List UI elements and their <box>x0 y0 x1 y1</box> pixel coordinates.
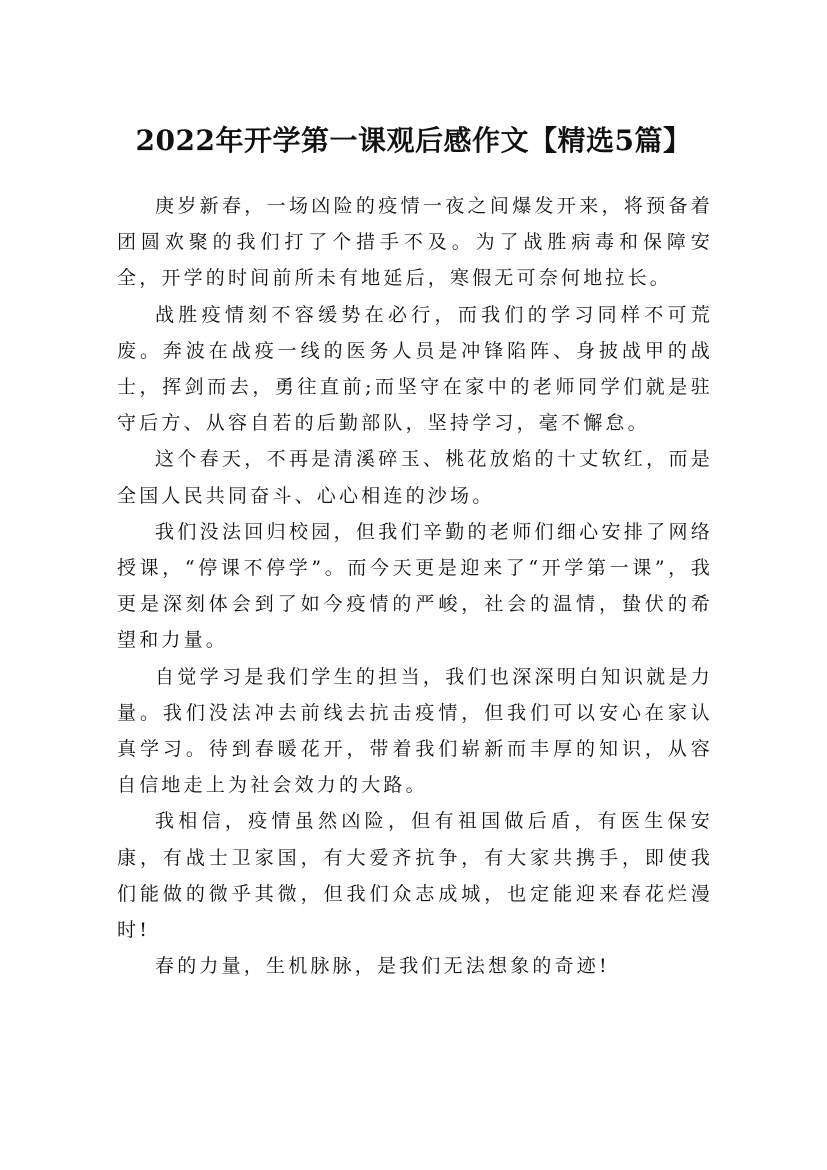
paragraph: 自觉学习是我们学生的担当，我们也深深明白知识就是力量。我们没法冲去前线去抗击疫情，但我们可以安心在家认真学习。待到春暖花开，带着我们崭新而丰厚的知识，从容自信地走上为社会效力的大路。 <box>117 665 713 797</box>
paragraph: 庚岁新春，一场凶险的疫情一夜之间爆发开来，将预备着团圆欢聚的我们打了个措手不及。为了战胜病毒和保障安全，开学的时间前所未有地延后，寒假无可奈何地拉长。 <box>117 195 713 290</box>
document-body <box>117 188 713 984</box>
paragraph: 我们没法回归校园，但我们辛勤的老师们细心安排了网络授课，“停课不停学”。而今天更是迎来了“开学第一课”，我更是深刻体会到了如今疫情的严峻，社会的温情，蛰伏的希望和力量。 <box>117 520 713 652</box>
paragraph: 这个春天，不再是清溪碎玉、桃花放焰的十丈软红，而是全国人民共同奋斗、心心相连的沙场。 <box>117 448 713 507</box>
document-title: 2022年开学第一课观后感作文【精选5篇】 <box>135 123 692 157</box>
paragraph: 春的力量，生机脉脉，是我们无法想象的奇迹! <box>155 955 610 978</box>
paragraph: 战胜疫情刻不容缓势在必行，而我们的学习同样不可荒废。奔波在战疫一线的医务人员是冲锋陷阵、身披战甲的战士，挥剑而去，勇往直前;而坚守在家中的老师同学们就是驻守后方、从容自若的后勤部队，坚持学习，毫不懈怠。 <box>117 303 713 435</box>
paragraph: 我相信，疫情虽然凶险，但有祖国做后盾，有医生保安康，有战士卫家国，有大爱齐抗争，有大家共携手，即使我们能做的微乎其微，但我们众志成城，也定能迎来春花烂漫时! <box>117 810 713 942</box>
